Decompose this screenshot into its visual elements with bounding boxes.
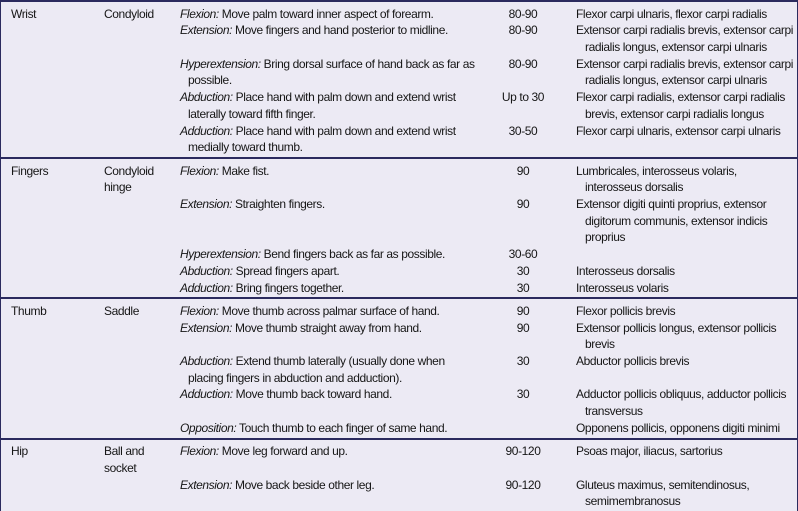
movement-label: Opposition: (180, 420, 237, 435)
movement-text: Move back beside other leg. (234, 477, 375, 492)
movement-line (180, 246, 493, 263)
degrees-value: 30-60 (508, 247, 538, 262)
degrees-value: 90-120 (505, 444, 541, 459)
degrees-value: 30 (516, 280, 530, 295)
movement-description (180, 263, 493, 280)
movement-line (180, 163, 493, 180)
movement-text: Extend thumb laterally (usually done when (235, 353, 445, 368)
movement-row (1, 477, 797, 510)
joint-group-fingers (1, 157, 797, 297)
movement-row (1, 353, 797, 386)
joint-type (104, 443, 180, 476)
movement-row (1, 320, 797, 353)
muscles-list (553, 477, 797, 510)
movement-label: Flexion: (180, 163, 219, 178)
muscles-list (553, 123, 797, 140)
movement-description (180, 320, 493, 337)
movement-description (180, 196, 493, 213)
movement-text: Touch thumb to each finger of same hand. (239, 420, 448, 435)
movement-row (1, 56, 797, 89)
movement-text: Bring fingers together. (235, 280, 344, 295)
movement-row (1, 22, 797, 55)
joint-name: Fingers (11, 163, 49, 178)
muscle-line: Abductor pollicis brevis (576, 353, 690, 368)
movement-text: Move thumb across palmar surface of hand. (221, 303, 440, 318)
movement-line (180, 386, 493, 403)
muscle-line: Extensor carpi radialis brevis, extensor carpi (576, 23, 794, 38)
movement-line (180, 6, 493, 23)
movement-text: Move leg forward and up. (221, 444, 348, 459)
movement-line (180, 263, 493, 280)
movement-text: Bend fingers back as far as possible. (263, 247, 445, 262)
degrees-value: 30 (516, 387, 530, 402)
movement-description (180, 420, 493, 437)
joint-type-line: Saddle (104, 303, 139, 318)
movement-description (180, 353, 493, 386)
movement-line (180, 280, 493, 297)
movement-line (180, 303, 493, 320)
muscle-line: Extensor carpi radialis brevis, extensor carpi (576, 56, 794, 71)
movement-line (180, 320, 493, 337)
muscle-line: Extensor digiti quinti proprius, extensor (576, 197, 767, 212)
muscle-line: Gluteus maximus, semitendinosus, (576, 477, 750, 492)
joint-name: Wrist (11, 6, 37, 21)
movement-row (1, 6, 797, 23)
degrees-value: 90-120 (505, 477, 541, 492)
movement-label: Abduction: (180, 353, 233, 368)
degrees-value: 80-90 (508, 23, 538, 38)
movement-text: Straighten fingers. (234, 197, 325, 212)
degrees-value: 80-90 (508, 56, 538, 71)
muscles-list (553, 353, 797, 370)
movement-row (1, 246, 797, 263)
movement-label: Adduction: (180, 387, 233, 402)
degrees-value: 90 (516, 197, 530, 212)
joint-type (104, 303, 180, 320)
movement-label: Flexion: (180, 303, 219, 318)
movement-label: Hyperextension: (180, 247, 261, 262)
degrees-value: 30 (516, 263, 530, 278)
movement-text: medially toward thumb. (188, 140, 303, 155)
muscles-list (553, 6, 797, 23)
movement-description (180, 443, 493, 460)
joint-type-line: Condyloid (104, 6, 154, 21)
movement-line (180, 443, 493, 460)
muscle-line: Extensor pollicis longus, extensor pollicis (576, 320, 777, 335)
muscles-list (553, 56, 797, 89)
movement-description (180, 163, 493, 180)
muscle-line: semimembranosus (585, 494, 681, 509)
movement-line (180, 196, 493, 213)
movement-text: Move thumb straight away from hand. (234, 320, 422, 335)
joint-type-line: Ball and (104, 444, 145, 459)
joint-name: Hip (11, 444, 28, 459)
muscles-list (553, 263, 797, 280)
movement-description (180, 6, 493, 23)
degrees-value: 30-50 (508, 123, 538, 138)
degrees-value: Up to 30 (501, 90, 545, 105)
movement-label: Extension: (180, 23, 233, 38)
movement-label: Extension: (180, 197, 233, 212)
movement-text: Move palm toward inner aspect of forearm. (221, 6, 434, 21)
muscle-line: brevis, extensor carpi radialis longus (585, 106, 764, 121)
movement-description (180, 246, 493, 263)
muscle-line: Flexor carpi ulnaris, flexor carpi radialis (576, 6, 767, 21)
joint-group-wrist (1, 0, 797, 157)
joint-type-line: hinge (104, 180, 132, 195)
muscle-line: radialis longus, extensor carpi ulnaris (585, 73, 767, 88)
muscle-line: interosseus dorsalis (585, 180, 684, 195)
muscles-list (553, 303, 797, 320)
degrees-value: 80-90 (508, 6, 538, 21)
movement-text: Spread fingers apart. (235, 263, 340, 278)
movement-description (180, 22, 493, 39)
muscles-list (553, 163, 797, 196)
movement-text: Make fist. (221, 163, 270, 178)
movement-label: Extension: (180, 477, 233, 492)
movement-row (1, 196, 797, 246)
movement-description (180, 280, 493, 297)
muscle-line: Lumbricales, interosseus volaris, (576, 163, 737, 178)
movement-text: laterally toward fifth finger. (188, 106, 316, 121)
muscle-line: Interosseus dorsalis (576, 263, 675, 278)
muscles-list (553, 386, 797, 419)
degrees-value: 30 (516, 353, 530, 368)
muscles-list (553, 320, 797, 353)
joint-group-hip (1, 438, 797, 511)
movement-line (180, 123, 493, 140)
joint-type (104, 6, 180, 23)
muscle-line: Flexor carpi radialis, extensor carpi radialis (576, 90, 786, 105)
movement-line (180, 420, 493, 437)
movement-description (180, 386, 493, 403)
movement-line (180, 477, 493, 494)
muscle-line: brevis (585, 337, 615, 352)
movement-description (180, 56, 493, 89)
movement-description (180, 303, 493, 320)
movement-text: possible. (188, 73, 232, 88)
movement-line (180, 56, 493, 73)
movement-row (1, 89, 797, 122)
movement-text: Place hand with palm down and extend wrist (235, 90, 456, 105)
movement-row (1, 386, 797, 419)
muscle-line: Opponens pollicis, opponens digiti minimi (576, 420, 780, 435)
muscles-list (553, 443, 797, 460)
muscles-list (553, 89, 797, 122)
muscles-list (553, 280, 797, 297)
joint-type (104, 163, 180, 196)
degrees-value: 90 (516, 303, 530, 318)
muscle-line: Interosseus volaris (576, 280, 669, 295)
joint-group-thumb (1, 297, 797, 437)
muscles-list (553, 420, 797, 437)
degrees-value-empty (493, 420, 553, 437)
movement-text: Move thumb back toward hand. (235, 387, 392, 402)
movement-text: Move fingers and hand posterior to midline. (234, 23, 448, 38)
movement-label: Flexion: (180, 444, 219, 459)
movement-label: Adduction: (180, 280, 233, 295)
movement-text: placing fingers in abduction and adduction). (188, 370, 402, 385)
movement-line (180, 22, 493, 39)
movement-row (1, 263, 797, 280)
movement-line (180, 89, 493, 106)
muscle-line: Flexor carpi ulnaris, extensor carpi ulnaris (576, 123, 781, 138)
muscle-line: digitorum communis, extensor indicis (585, 213, 768, 228)
movement-description (180, 89, 493, 122)
muscle-line: radialis longus, extensor carpi ulnaris (585, 40, 767, 55)
joint-name: Thumb (11, 303, 47, 318)
muscle-line: proprius (585, 230, 626, 245)
degrees-value: 90 (516, 320, 530, 335)
movement-text: Bring dorsal surface of hand back as far as (263, 56, 475, 71)
joint-type-line: socket (104, 460, 137, 475)
movement-row (1, 123, 797, 156)
degrees-value: 90 (516, 163, 530, 178)
movement-text: Place hand with palm down and extend wrist (235, 123, 456, 138)
movement-label: Abduction: (180, 263, 233, 278)
movement-label: Hyperextension: (180, 56, 261, 71)
movement-label: Adduction: (180, 123, 233, 138)
movement-row (1, 443, 797, 476)
movement-row (1, 420, 797, 437)
muscles-list (553, 196, 797, 246)
muscle-line: Psoas major, iliacus, sartorius (576, 444, 723, 459)
movement-label: Extension: (180, 320, 233, 335)
muscle-line: Flexor pollicis brevis (576, 303, 676, 318)
movement-line (180, 353, 493, 370)
movement-description (180, 123, 493, 156)
muscle-line: transversus (585, 404, 643, 419)
movement-label: Abduction: (180, 90, 233, 105)
joint-type-line: Condyloid (104, 163, 154, 178)
muscles-list (553, 22, 797, 55)
movement-row (1, 163, 797, 196)
movement-row (1, 303, 797, 320)
movement-description (180, 477, 493, 494)
movement-label: Flexion: (180, 6, 219, 21)
muscle-line: Adductor pollicis obliquus, adductor pollicis (576, 387, 787, 402)
movement-row (1, 280, 797, 297)
